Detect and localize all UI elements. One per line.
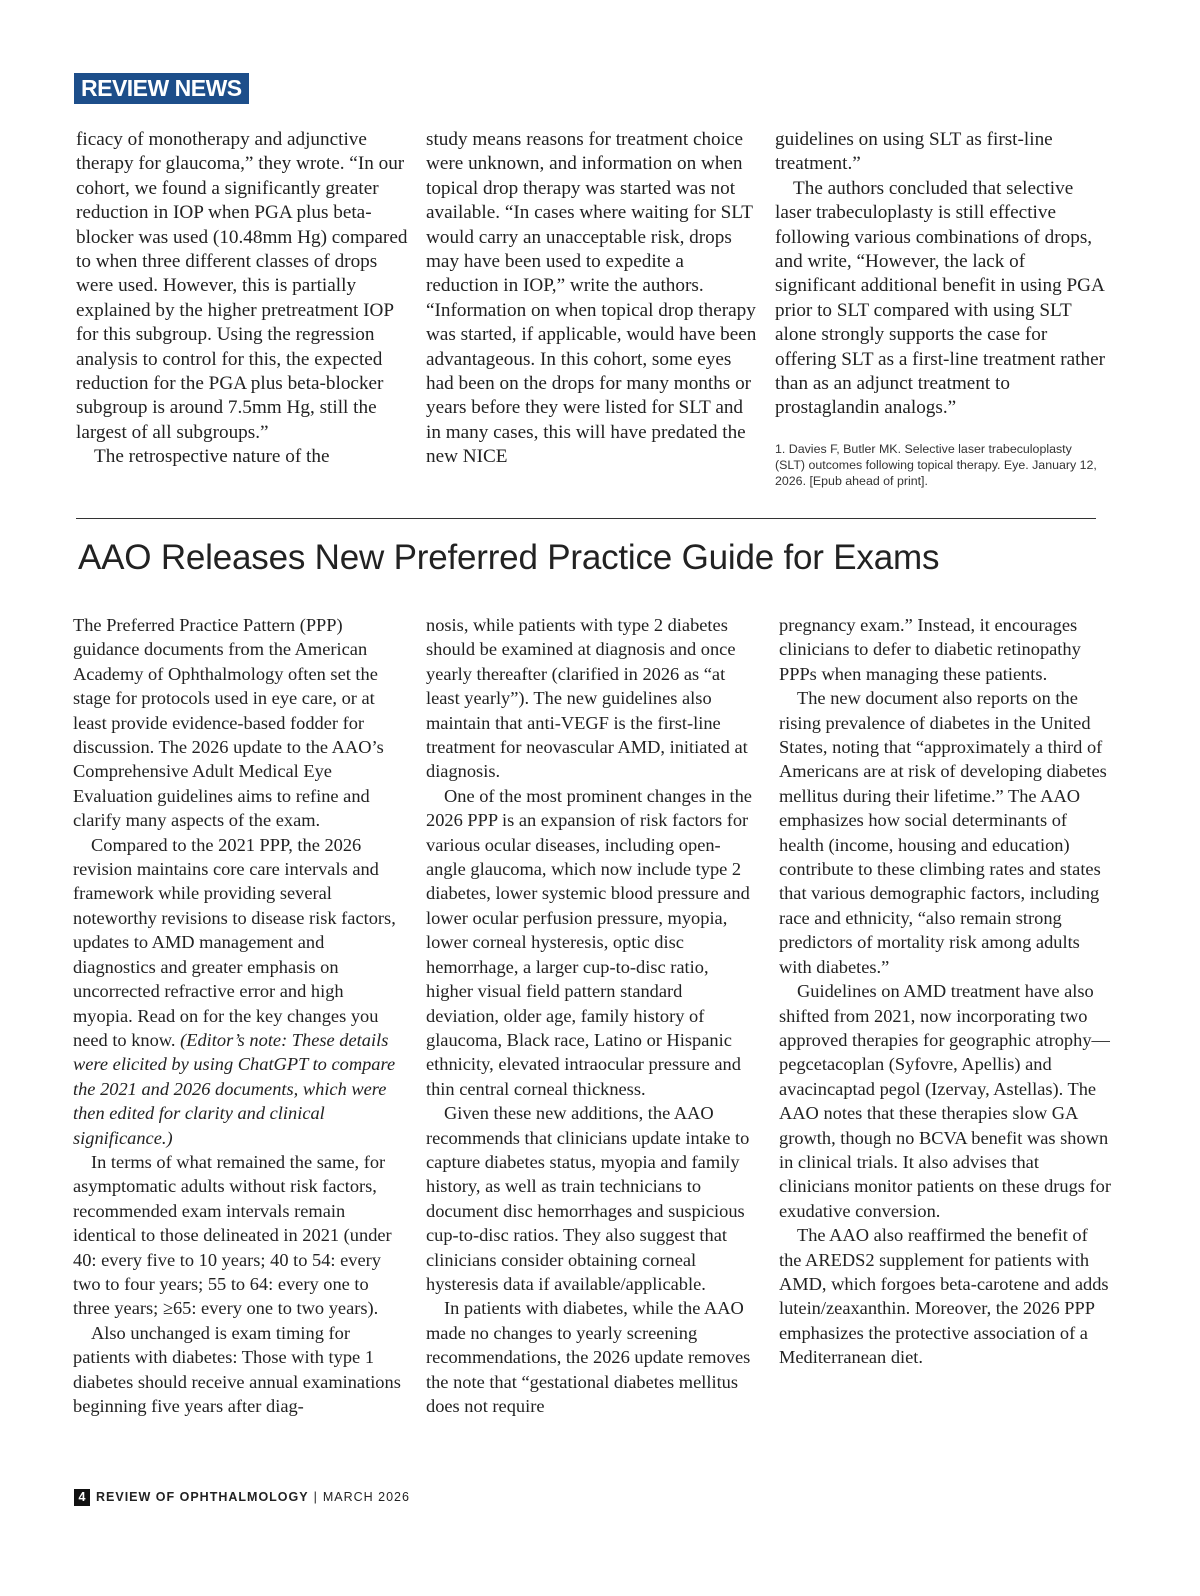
top-article-column-1 xyxy=(76,128,408,470)
page-footer xyxy=(74,1488,410,1506)
editors-note: (Editor’s note: These details were elicited by using ChatGPT to compare the 2021 and 2026 documents, which were then edited for clarity and clinical significance.) xyxy=(73,1029,396,1148)
paragraph: The new document also reports on the rising prevalence of diabetes in the United States, noting that “approximately a third of Americans are at risk of developing diabetes mellitus during their lifetime.” The AAO emphasizes how social determinants of health (income, housing and education) contribute to these climbing rates and states that various demographic factors, including race and ethnicity, “also remain strong predictors of mortality risk among adults with diabetes.” xyxy=(779,688,1107,977)
top-article-column-2 xyxy=(426,128,758,470)
paragraph: Guidelines on AMD treatment have also shifted from 2021, now incorporating two approved therapies for geographic atrophy—pegcetacoplan (Syfovre, Apellis) and avacincaptad pegol (Izervay, Astellas). The AAO notes that these therapies slow GA growth, though no BCVA benefit was shown in clinical trials. It also advises that clinicians monitor patients on these drugs for exudative conversion. xyxy=(779,981,1111,1221)
paragraph: ficacy of monotherapy and adjunctive therapy for glaucoma,” they wrote. “In our cohort, we found a significantly greater reduction in IOP when PGA plus beta-blocker was used (10.48mm Hg) compared to when three different classes of drops were used. However, this is partially explained by the higher pretreatment IOP for this subgroup. Using the regression analysis to control for this, the expected reduction for the PGA plus beta-blocker subgroup is around 7.5mm Hg, still the largest of all subgroups.” xyxy=(76,129,408,443)
paragraph: guidelines on using SLT as first-line treatment.” xyxy=(775,129,1053,175)
main-article-column-3 xyxy=(779,613,1111,1370)
paragraph: study means reasons for treatment choice were unknown, and information on when topical drop therapy was started was not available. “In cases where waiting for SLT would carry an unacceptable risk, drops may have been used to expedite a reduction in IOP,” write the authors. “Information on when topical drop therapy was started, if applicable, would have been advantageous. In this cohort, some eyes had been on the drops for many months or years before they were listed for SLT and in many cases, this will have predated the new NICE xyxy=(426,129,757,468)
paragraph: pregnancy exam.” Instead, it encourages clinicians to defer to diabetic retinopathy PPPs when managing these patients. xyxy=(779,615,1081,684)
paragraph-text: Compared to the 2021 PPP, the 2026 revision maintains core care intervals and framework while providing several noteworthy revisions to disease risk factors, updates to AMD management and diagnostics and greater emphasis on uncorrected refractive error and high myopia. Read on for the key changes you need to know. xyxy=(73,834,396,1050)
publication-name: REVIEW OF OPHTHALMOLOGY xyxy=(96,1490,309,1504)
footer-separator: | xyxy=(313,1490,318,1504)
paragraph: Given these new additions, the AAO recommends that clinicians update intake to capture diabetes status, myopia and family history, as well as train technicians to document disc hemorrhages and suspicious cup-to-disc ratios. They also suggest that clinicians consider obtaining corneal hysteresis data if available/applicable. xyxy=(426,1103,750,1294)
paragraph: One of the most prominent changes in the 2026 PPP is an expansion of risk factors for various ocular diseases, including open-angle glaucoma, which now include type 2 diabetes, lower systemic blood pressure and lower ocular perfusion pressure, myopia, lower corneal hysteresis, optic disc hemorrhage, a larger cup-to-disc ratio, higher visual field pattern standard deviation, older age, family history of glaucoma, Black race, Latino or Hispanic ethnicity, elevated intraocular pressure and thin central corneal thickness. xyxy=(426,785,752,1099)
section-tag: REVIEW NEWS xyxy=(74,73,249,104)
issue-date: MARCH 2026 xyxy=(322,1490,410,1504)
paragraph: In patients with diabetes, while the AAO made no changes to yearly screening recommendations, the 2026 update removes the note that “gestational diabetes mellitus does not require xyxy=(426,1298,751,1416)
main-article-column-1 xyxy=(73,613,405,1418)
paragraph: Also unchanged is exam timing for patients with diabetes: Those with type 1 diabetes should receive annual examinations beginning five years after diag- xyxy=(73,1322,401,1416)
section-divider xyxy=(76,518,1096,519)
paragraph: The AAO also reaffirmed the benefit of the AREDS2 supplement for patients with AMD, which forgoes beta-carotene and adds lutein/zeaxanthin. Moreover, the 2026 PPP emphasizes the protective association of a Mediterranean diet. xyxy=(779,1225,1109,1368)
paragraph: nosis, while patients with type 2 diabetes should be examined at diagnosis and once yearly thereafter (clarified in 2026 as “at least yearly”). The new guidelines also maintain that anti-VEGF is the first-line treatment for neovascular AMD, initiated at diagnosis. xyxy=(426,615,748,782)
article-headline: AAO Releases New Preferred Practice Guide for Exams xyxy=(78,538,940,577)
reference-footnote: 1. Davies F, Butler MK. Selective laser trabeculoplasty (SLT) outcomes following topical therapy. Eye. January 12, 2026. [Epub ahead of print]. xyxy=(775,441,1097,488)
paragraph: The Preferred Practice Pattern (PPP) guidance documents from the American Academy of Ophthalmology often set the stage for protocols used in eye care, or at least provide evidence-based fodder for discussion. The 2026 update to the AAO’s Comprehensive Adult Medical Eye Evaluation guidelines aims to refine and clarify many aspects of the exam. xyxy=(73,615,384,831)
paragraph xyxy=(73,833,405,1150)
main-article-column-2 xyxy=(426,613,758,1418)
paragraph: In terms of what remained the same, for asymptomatic adults without risk factors, recommended exam intervals remain identical to those delineated in 2021 (under 40: every five to 10 years; 40 to 54: every two to four years; 55 to 64: every one to three years; ≥65: every one to two years). xyxy=(73,1151,392,1319)
paragraph: The authors concluded that selective laser trabeculoplasty is still effective following various combinations of drops, and write, “However, the lack of significant additional benefit in using PGA prior to SLT compared with using SLT alone strongly supports the case for offering SLT as a first-line treatment rather than as an adjunct treatment to prostaglandin analogs.” xyxy=(775,177,1105,419)
top-article-column-3 xyxy=(775,128,1105,489)
page-number: 4 xyxy=(74,1489,90,1506)
paragraph: The retrospective nature of the xyxy=(94,446,330,468)
